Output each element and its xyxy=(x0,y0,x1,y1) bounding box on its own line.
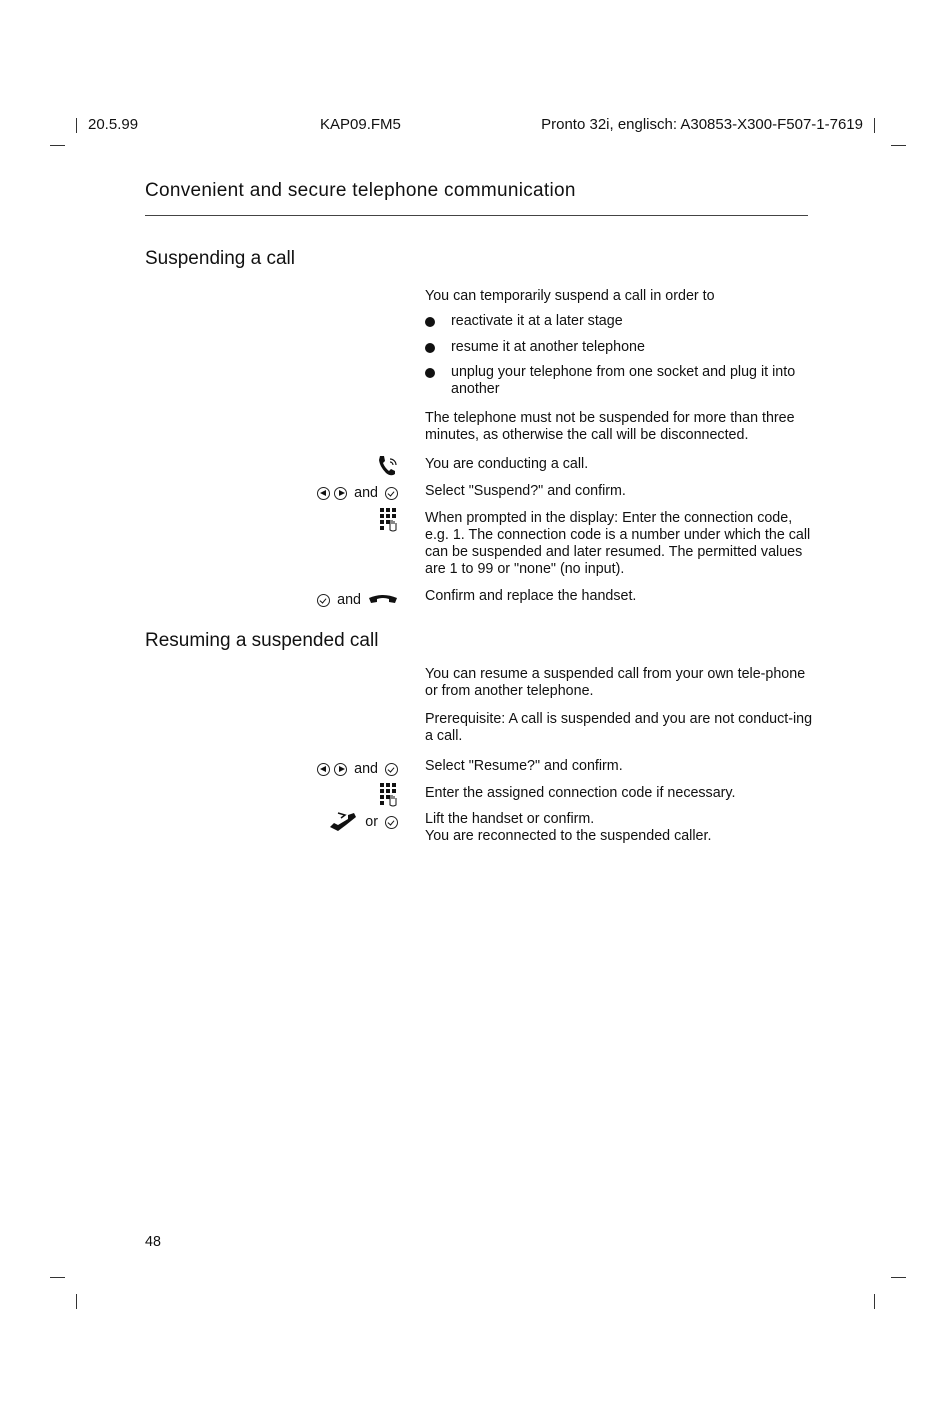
chapter-title: Convenient and secure telephone communication xyxy=(145,180,576,201)
crop-mark xyxy=(76,118,77,133)
step-text: When prompted in the display: Enter the connection code, e.g. 1. The connection code is a number under which the call can be suspended and later resumed. The permitted values are 1 to 99 or "none" (no input). xyxy=(425,510,811,577)
step-text: Enter the assigned connection code if necessary. xyxy=(425,785,736,801)
crop-mark xyxy=(891,1277,906,1278)
bullet-icon xyxy=(425,368,435,378)
list-item: reactivate it at a later stage xyxy=(425,313,815,330)
section-heading-suspend: Suspending a call xyxy=(145,248,295,269)
arrows-and-confirm-icon: and xyxy=(317,761,398,777)
arrows-and-confirm-icon: and xyxy=(317,485,398,501)
step-text: You are conducting a call. xyxy=(425,456,589,472)
lift-handset-or-confirm-icon: or xyxy=(328,811,398,833)
step-text: Confirm and replace the handset. xyxy=(425,588,637,604)
crop-mark xyxy=(891,145,906,146)
handset-call-icon xyxy=(376,454,398,478)
step-text: Select "Resume?" and confirm. xyxy=(425,758,623,774)
resume-intro: You can resume a suspended call from your own tele-phone or from another telephone. xyxy=(425,666,806,699)
step-text: Lift the handset or confirm. You are reconnected to the suspended caller. xyxy=(425,811,712,844)
suspend-note: The telephone must not be suspended for more than three minutes, as otherwise the call will be disconnected. xyxy=(425,410,795,443)
list-item: resume it at another telephone xyxy=(425,339,815,356)
step-text: Select "Suspend?" and confirm. xyxy=(425,483,626,499)
hangup-icon xyxy=(368,594,398,606)
crop-mark xyxy=(50,145,65,146)
crop-mark xyxy=(50,1277,65,1278)
right-arrow-icon xyxy=(334,763,347,776)
right-arrow-icon xyxy=(334,487,347,500)
bullet-icon xyxy=(425,317,435,327)
header-file: KAP09.FM5 xyxy=(320,116,401,133)
page-number: 48 xyxy=(145,1234,161,1250)
confirm-icon xyxy=(385,487,398,500)
bullet-icon xyxy=(425,343,435,353)
header-doc-id: Pronto 32i, englisch: A30853-X300-F507-1-7619 xyxy=(541,116,863,133)
suspend-intro: You can temporarily suspend a call in order to xyxy=(425,288,715,304)
chapter-rule xyxy=(145,215,808,216)
list-item: unplug your telephone from one socket and plug it into another xyxy=(425,364,815,398)
left-arrow-icon xyxy=(317,763,330,776)
left-arrow-icon xyxy=(317,487,330,500)
confirm-and-hangup-icon: and xyxy=(317,592,398,608)
confirm-icon xyxy=(317,594,330,607)
keypad-icon xyxy=(380,508,398,532)
resume-prereq: Prerequisite: A call is suspended and you are not conduct-ing a call. xyxy=(425,711,813,744)
crop-mark xyxy=(76,1294,77,1309)
confirm-icon xyxy=(385,816,398,829)
lift-handset-icon xyxy=(328,811,358,833)
confirm-icon xyxy=(385,763,398,776)
header-date: 20.5.99 xyxy=(88,116,139,133)
crop-mark xyxy=(874,118,875,133)
keypad-icon xyxy=(380,783,398,807)
section-heading-resume: Resuming a suspended call xyxy=(145,630,379,651)
crop-mark xyxy=(874,1294,875,1309)
